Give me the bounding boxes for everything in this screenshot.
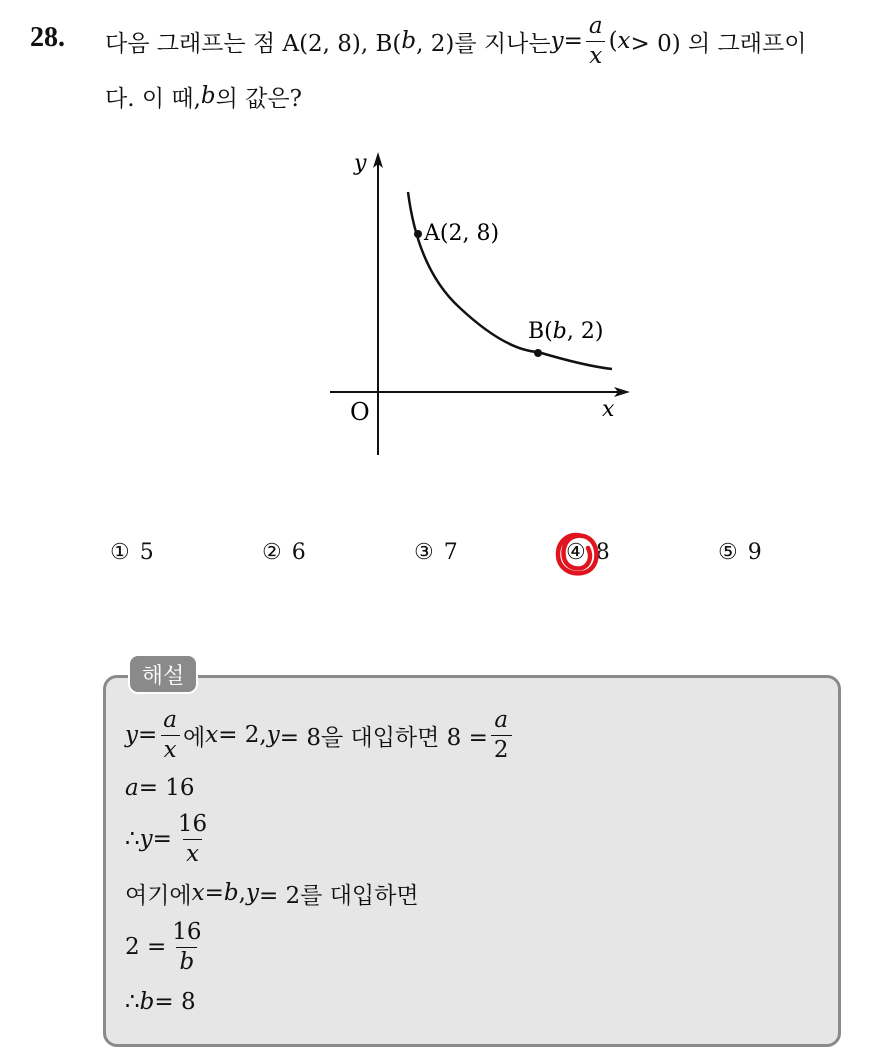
hyperbola-graph bbox=[320, 140, 640, 465]
answer-choices bbox=[0, 530, 884, 580]
choice-4-mark: ④ bbox=[566, 540, 586, 565]
question-text-part: 다음 그래프는 점 A(2, 8), B( bbox=[105, 30, 402, 57]
choice-3-value: 7 bbox=[443, 540, 458, 565]
sol-text: 2 = bbox=[125, 934, 167, 960]
sol-fraction bbox=[175, 810, 210, 867]
sol-text: , bbox=[238, 880, 246, 906]
y-axis-label: y bbox=[354, 151, 367, 176]
choice-5-value: 9 bbox=[747, 540, 762, 565]
x-axis-label: x bbox=[602, 397, 615, 422]
fraction-denominator: 2 bbox=[491, 735, 512, 762]
point-b bbox=[534, 349, 542, 357]
condition-x: x bbox=[617, 28, 631, 54]
fraction-denominator: x bbox=[183, 839, 202, 866]
fraction-numerator: 16 bbox=[172, 918, 202, 945]
sol-fraction bbox=[160, 706, 180, 763]
fraction-denominator: x bbox=[586, 41, 605, 68]
sol-var: y bbox=[266, 722, 280, 748]
sol-text: = bbox=[152, 826, 172, 852]
fraction-denominator: b bbox=[176, 947, 197, 974]
sol-var: x bbox=[205, 722, 219, 748]
sol-text: = 2, bbox=[218, 722, 267, 748]
solution-line-5 bbox=[125, 914, 208, 980]
equation-y: y bbox=[550, 28, 564, 54]
choice-2[interactable] bbox=[262, 540, 306, 565]
choice-5[interactable] bbox=[718, 540, 762, 565]
choice-3[interactable] bbox=[414, 540, 458, 565]
condition-rest: > 0) 의 그래프이 bbox=[630, 30, 807, 57]
condition-open: ( bbox=[608, 28, 618, 54]
question-var-b: b bbox=[401, 28, 417, 54]
choice-5-mark: ⑤ bbox=[718, 540, 738, 565]
choice-4-value: 8 bbox=[595, 540, 610, 565]
sol-var: y bbox=[139, 826, 153, 852]
sol-var: y bbox=[245, 880, 259, 906]
sol-text: = 8 bbox=[154, 989, 196, 1015]
sol-text: ∴ bbox=[125, 826, 140, 852]
origin-label: O bbox=[350, 398, 370, 426]
sol-text: 여기에 bbox=[125, 882, 192, 909]
question-text-part: , 2)를 지나는 bbox=[416, 30, 551, 57]
point-b-label-open: B( bbox=[528, 319, 553, 344]
fraction-denominator: x bbox=[161, 735, 180, 762]
question-number: 28. bbox=[30, 22, 65, 53]
fraction-numerator: 16 bbox=[177, 810, 208, 837]
point-a-label: A(2, 8) bbox=[424, 221, 500, 246]
sol-fraction bbox=[169, 918, 204, 975]
solution-line-4 bbox=[125, 875, 419, 911]
selected-answer-circle bbox=[552, 528, 602, 580]
solution-line-6 bbox=[125, 984, 196, 1020]
choice-3-mark: ③ bbox=[414, 540, 434, 565]
sol-var: x bbox=[191, 880, 205, 906]
fraction-numerator: a bbox=[494, 706, 509, 733]
choice-2-value: 6 bbox=[291, 540, 306, 565]
sol-var: b bbox=[139, 989, 155, 1015]
equation-equals: = bbox=[563, 28, 583, 54]
point-b-label-var: b bbox=[552, 319, 567, 344]
point-b-label-close: , 2) bbox=[566, 319, 604, 344]
fraction-numerator: a bbox=[588, 12, 603, 39]
solution-line-1 bbox=[125, 702, 515, 768]
choice-1-mark: ① bbox=[110, 540, 130, 565]
solution-line-3 bbox=[125, 806, 213, 872]
question-text-line2 bbox=[105, 78, 302, 114]
choice-1[interactable] bbox=[110, 540, 154, 565]
question-text-part: 의 값은? bbox=[215, 85, 302, 112]
solution-tab: 해설 bbox=[128, 654, 198, 694]
sol-var: y bbox=[125, 722, 138, 748]
sol-var: b bbox=[223, 880, 239, 906]
sol-text: = bbox=[138, 722, 158, 748]
fraction-numerator: a bbox=[163, 706, 177, 733]
sol-text: = bbox=[204, 880, 224, 906]
choice-1-value: 5 bbox=[139, 540, 154, 565]
solution-line-2 bbox=[125, 770, 195, 806]
sol-text: ∴ bbox=[125, 989, 140, 1015]
sol-text: = 8을 대입하면 8 = bbox=[279, 724, 488, 751]
question-text-part: 다. 이 때, bbox=[105, 85, 201, 112]
sol-var: a bbox=[125, 775, 139, 801]
sol-text: = 16 bbox=[138, 775, 195, 801]
sol-text: = 2를 대입하면 bbox=[258, 882, 419, 909]
choice-2-mark: ② bbox=[262, 540, 282, 565]
point-b-label bbox=[528, 319, 603, 344]
point-a bbox=[414, 230, 422, 238]
sol-fraction bbox=[491, 706, 512, 763]
sol-text: 에 bbox=[183, 724, 206, 751]
question-text-line1 bbox=[105, 10, 806, 72]
equation-fraction bbox=[586, 12, 606, 69]
circle-stroke bbox=[558, 535, 596, 573]
question-var-b: b bbox=[200, 83, 216, 109]
